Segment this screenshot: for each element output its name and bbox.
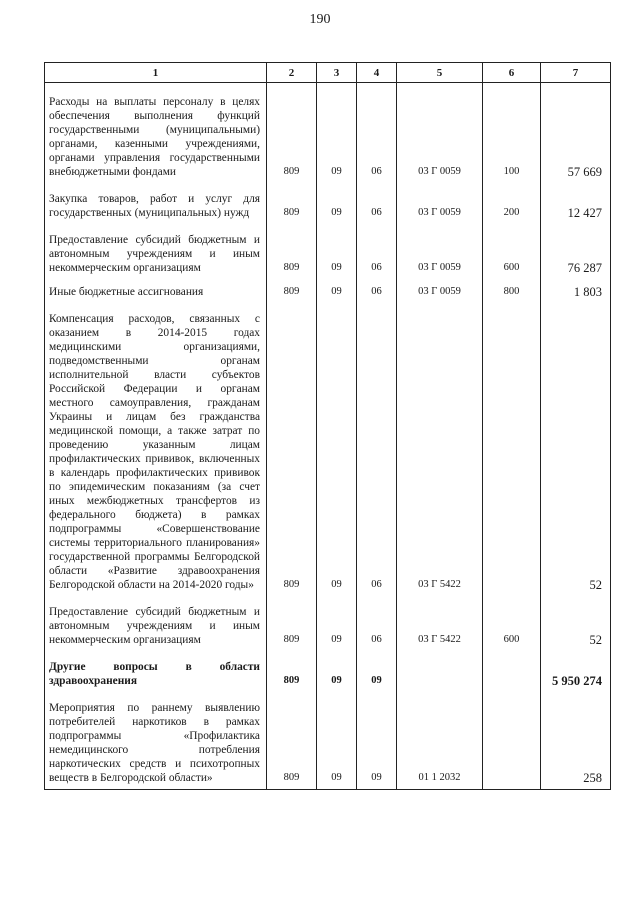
cell-target-article: 03 Г 0059 — [397, 279, 483, 303]
row-description: Мероприятия по раннему выявлению потребителей наркотиков в рамках подпрограммы «Профилактика немедицинского потребления наркотических средств и психотропных веществ в Белгородской области» — [45, 692, 267, 790]
cell-subsection: 06 — [357, 279, 397, 303]
cell-section: 09 — [317, 651, 357, 692]
cell-expense-type: 600 — [483, 596, 541, 651]
cell-ministry-code: 809 — [267, 692, 317, 790]
cell-section: 09 — [317, 279, 357, 303]
page-number: 190 — [309, 12, 331, 27]
cell-amount: 52 — [541, 303, 611, 596]
cell-amount: 5 950 274 — [541, 651, 611, 692]
table-row — [45, 651, 611, 692]
row-description: Иные бюджетные ассигнования — [45, 279, 267, 303]
cell-ministry-code: 809 — [267, 651, 317, 692]
table-row — [45, 183, 611, 224]
cell-target-article — [397, 651, 483, 692]
cell-ministry-code: 809 — [267, 183, 317, 224]
cell-section: 09 — [317, 183, 357, 224]
budget-table — [44, 62, 611, 790]
row-description: Компенсация расходов, связанных с оказанием в 2014-2015 годах медицинскими организациями, подведомственными органам исполнительной власти субъектов Российской Федерации и органам местного самоуправления, гражданам Украины и лицам без гражданства медицинской помощи, а также затрат по проведению указанным лицам профилактических прививок, включенных в календарь профилактических прививок по эпидемическим показаниям (за счет иных межбюджетных трансфертов из федерального бюджета) в рамках подпрограммы «Совершенствование системы территориального планирования» государственной программы Белгородской области «Развитие здравоохранения Белгородской области на 2014-2020 годы» — [45, 303, 267, 596]
cell-target-article: 03 Г 5422 — [397, 596, 483, 651]
table-row — [45, 303, 611, 596]
cell-target-article: 01 1 2032 — [397, 692, 483, 790]
cell-expense-type: 800 — [483, 279, 541, 303]
column-header: 7 — [541, 63, 611, 83]
cell-section: 09 — [317, 596, 357, 651]
column-header: 1 — [45, 63, 267, 83]
row-description: Расходы на выплаты персоналу в целях обеспечения выполнения функций государственными (муниципальными) органами, казенными учреждениями, органами управления государственными внебюджетными фондами — [45, 83, 267, 184]
cell-amount: 57 669 — [541, 83, 611, 184]
cell-ministry-code: 809 — [267, 303, 317, 596]
cell-section: 09 — [317, 303, 357, 596]
cell-amount: 12 427 — [541, 183, 611, 224]
cell-target-article: 03 Г 0059 — [397, 224, 483, 279]
cell-ministry-code: 809 — [267, 83, 317, 184]
cell-subsection: 06 — [357, 303, 397, 596]
cell-subsection: 06 — [357, 83, 397, 184]
cell-amount: 52 — [541, 596, 611, 651]
cell-target-article: 03 Г 0059 — [397, 183, 483, 224]
cell-expense-type — [483, 692, 541, 790]
cell-expense-type — [483, 303, 541, 596]
column-header: 4 — [357, 63, 397, 83]
cell-subsection: 06 — [357, 183, 397, 224]
cell-expense-type: 100 — [483, 83, 541, 184]
table-header-row — [45, 63, 611, 83]
cell-subsection: 09 — [357, 651, 397, 692]
column-header: 2 — [267, 63, 317, 83]
column-header: 3 — [317, 63, 357, 83]
table-row — [45, 692, 611, 790]
column-header: 6 — [483, 63, 541, 83]
column-header: 5 — [397, 63, 483, 83]
cell-expense-type: 200 — [483, 183, 541, 224]
cell-subsection: 09 — [357, 692, 397, 790]
cell-section: 09 — [317, 224, 357, 279]
cell-ministry-code: 809 — [267, 596, 317, 651]
cell-ministry-code: 809 — [267, 279, 317, 303]
cell-subsection: 06 — [357, 596, 397, 651]
cell-section: 09 — [317, 692, 357, 790]
row-description: Предоставление субсидий бюджетным и автономным учреждениям и иным некоммерческим организациям — [45, 596, 267, 651]
cell-subsection: 06 — [357, 224, 397, 279]
cell-target-article: 03 Г 5422 — [397, 303, 483, 596]
cell-ministry-code: 809 — [267, 224, 317, 279]
row-description: Предоставление субсидий бюджетным и автономным учреждениям и иным некоммерческим организациям — [45, 224, 267, 279]
cell-amount: 258 — [541, 692, 611, 790]
cell-amount: 1 803 — [541, 279, 611, 303]
table-row — [45, 224, 611, 279]
cell-amount: 76 287 — [541, 224, 611, 279]
cell-expense-type: 600 — [483, 224, 541, 279]
row-description: Закупка товаров, работ и услуг для государственных (муниципальных) нужд — [45, 183, 267, 224]
table-row — [45, 596, 611, 651]
row-description: Другие вопросы в области здравоохранения — [45, 651, 267, 692]
table-row — [45, 279, 611, 303]
cell-expense-type — [483, 651, 541, 692]
table-row — [45, 83, 611, 184]
cell-target-article: 03 Г 0059 — [397, 83, 483, 184]
cell-section: 09 — [317, 83, 357, 184]
